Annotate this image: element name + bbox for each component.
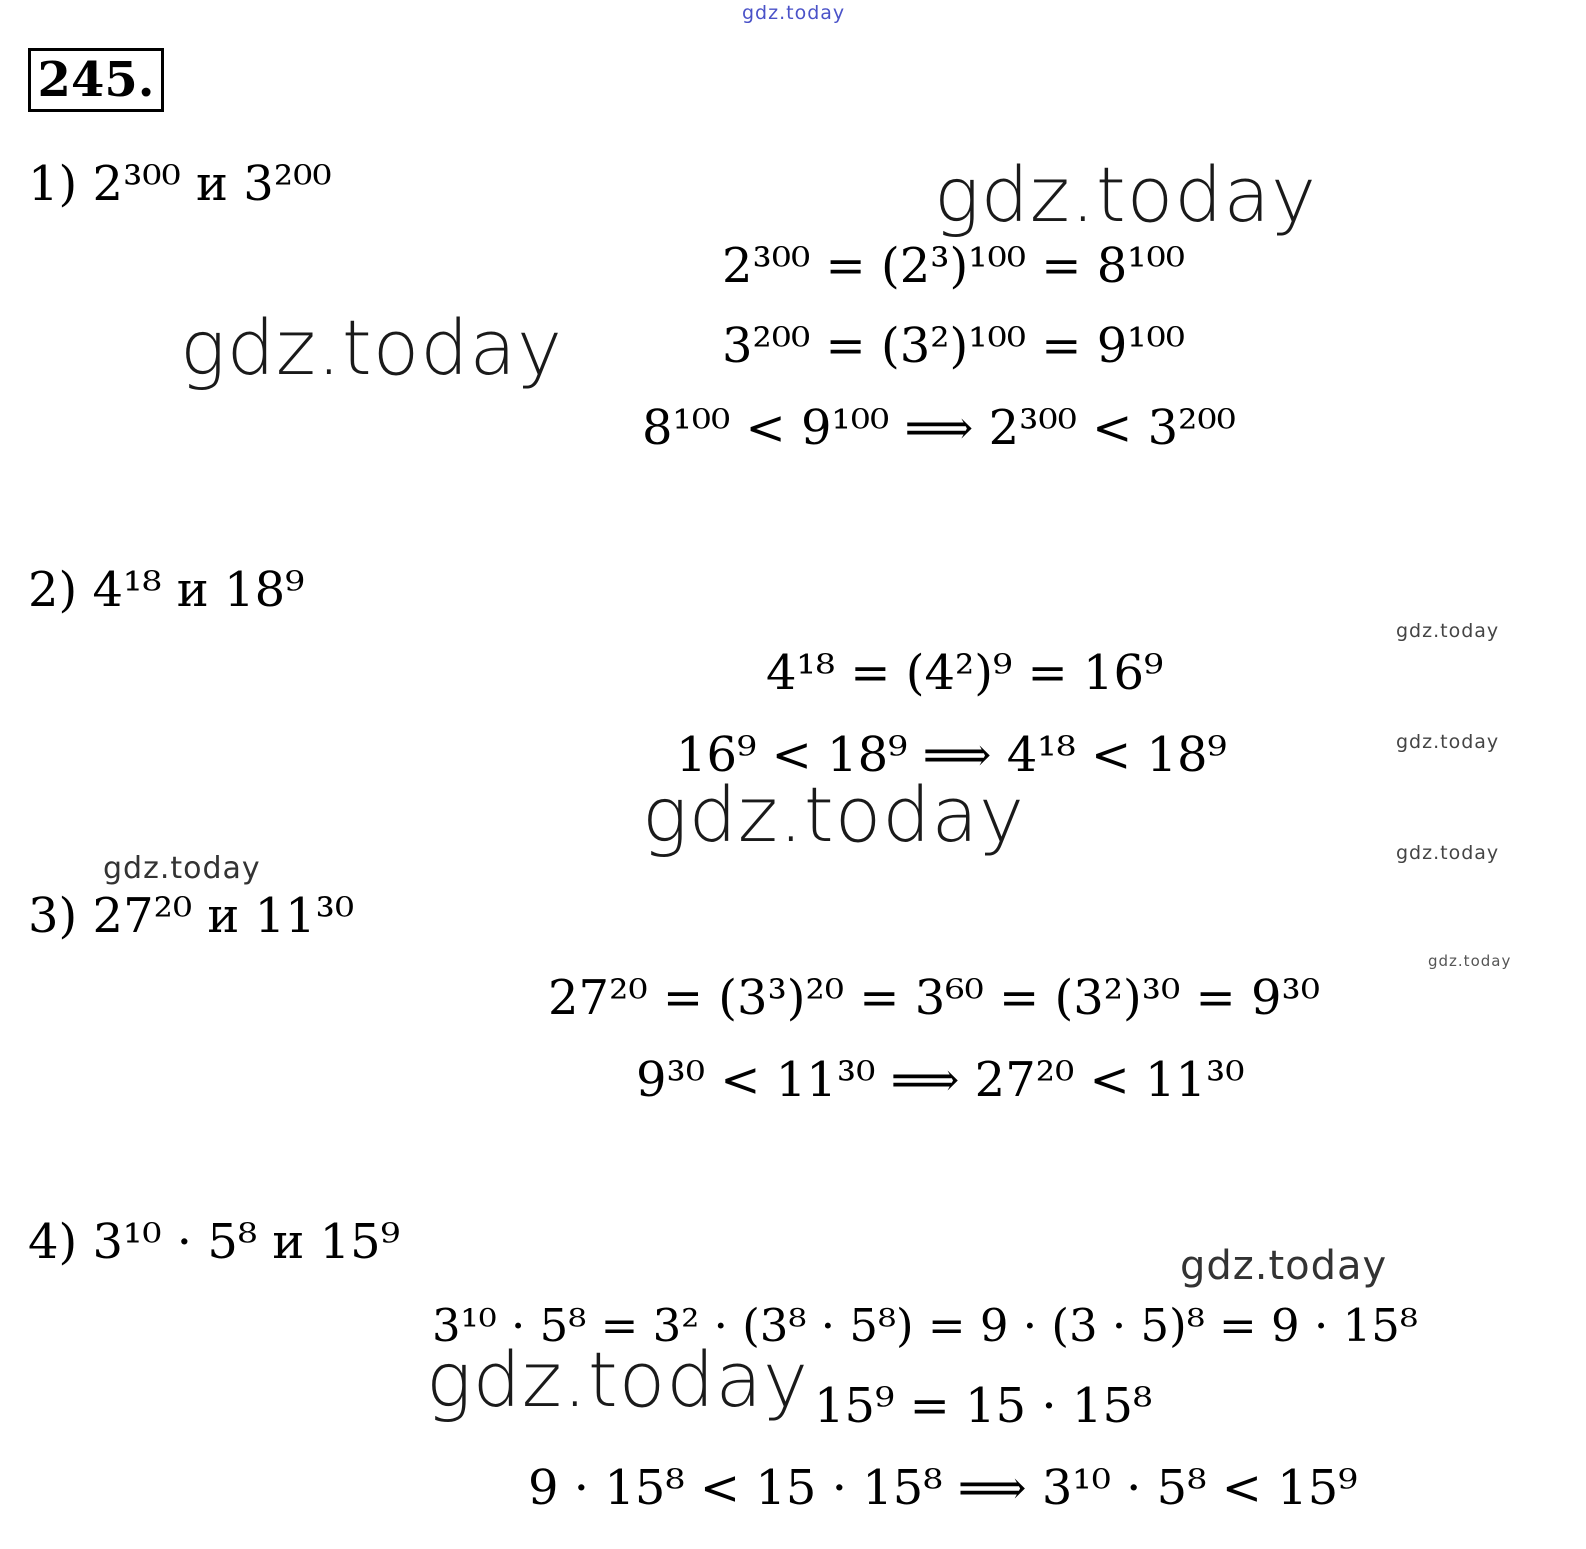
watermark-top: gdz.today bbox=[742, 2, 846, 24]
task-4-step-3: 9 · 15⁸ < 15 · 15⁸ ⟹ 3¹⁰ · 5⁸ < 15⁹ bbox=[528, 1460, 1358, 1516]
task-4-step-2: 15⁹ = 15 · 15⁸ bbox=[814, 1378, 1153, 1434]
watermark-tiny: gdz.today bbox=[1428, 952, 1512, 970]
watermark-small: gdz.today bbox=[1396, 620, 1500, 642]
task-2-step-2: 16⁹ < 18⁹ ⟹ 4¹⁸ < 18⁹ bbox=[676, 727, 1227, 783]
watermark-medium: gdz.today bbox=[103, 851, 261, 886]
watermark-medium: gdz.today bbox=[1180, 1243, 1388, 1289]
watermark-large: gdz.today bbox=[426, 1335, 809, 1424]
task-label-3: 3) 27²⁰ и 11³⁰ bbox=[28, 888, 355, 944]
task-1-step-3: 8¹⁰⁰ < 9¹⁰⁰ ⟹ 2³⁰⁰ < 3²⁰⁰ bbox=[642, 400, 1236, 456]
problem-number: 245. bbox=[28, 48, 164, 112]
watermark-large: gdz.today bbox=[180, 303, 563, 392]
watermark-large: gdz.today bbox=[642, 770, 1025, 859]
task-2-step-1: 4¹⁸ = (4²)⁹ = 16⁹ bbox=[766, 645, 1164, 701]
task-3-step-1: 27²⁰ = (3³)²⁰ = 3⁶⁰ = (3²)³⁰ = 9³⁰ bbox=[548, 970, 1320, 1026]
task-1-step-1: 2³⁰⁰ = (2³)¹⁰⁰ = 8¹⁰⁰ bbox=[722, 238, 1185, 294]
task-label-1: 1) 2³⁰⁰ и 3²⁰⁰ bbox=[28, 156, 332, 212]
task-1-step-2: 3²⁰⁰ = (3²)¹⁰⁰ = 9¹⁰⁰ bbox=[722, 318, 1185, 374]
task-3-step-2: 9³⁰ < 11³⁰ ⟹ 27²⁰ < 11³⁰ bbox=[636, 1052, 1245, 1108]
watermark-small: gdz.today bbox=[1396, 842, 1500, 864]
watermark-large: gdz.today bbox=[934, 150, 1317, 239]
task-label-4: 4) 3¹⁰ · 5⁸ и 15⁹ bbox=[28, 1214, 400, 1270]
task-label-2: 2) 4¹⁸ и 18⁹ bbox=[28, 562, 305, 618]
task-4-step-1: 3¹⁰ · 5⁸ = 3² · (3⁸ · 5⁸) = 9 · (3 · 5)⁸ = 9 · 15⁸ bbox=[432, 1299, 1418, 1352]
watermark-small: gdz.today bbox=[1396, 731, 1500, 753]
